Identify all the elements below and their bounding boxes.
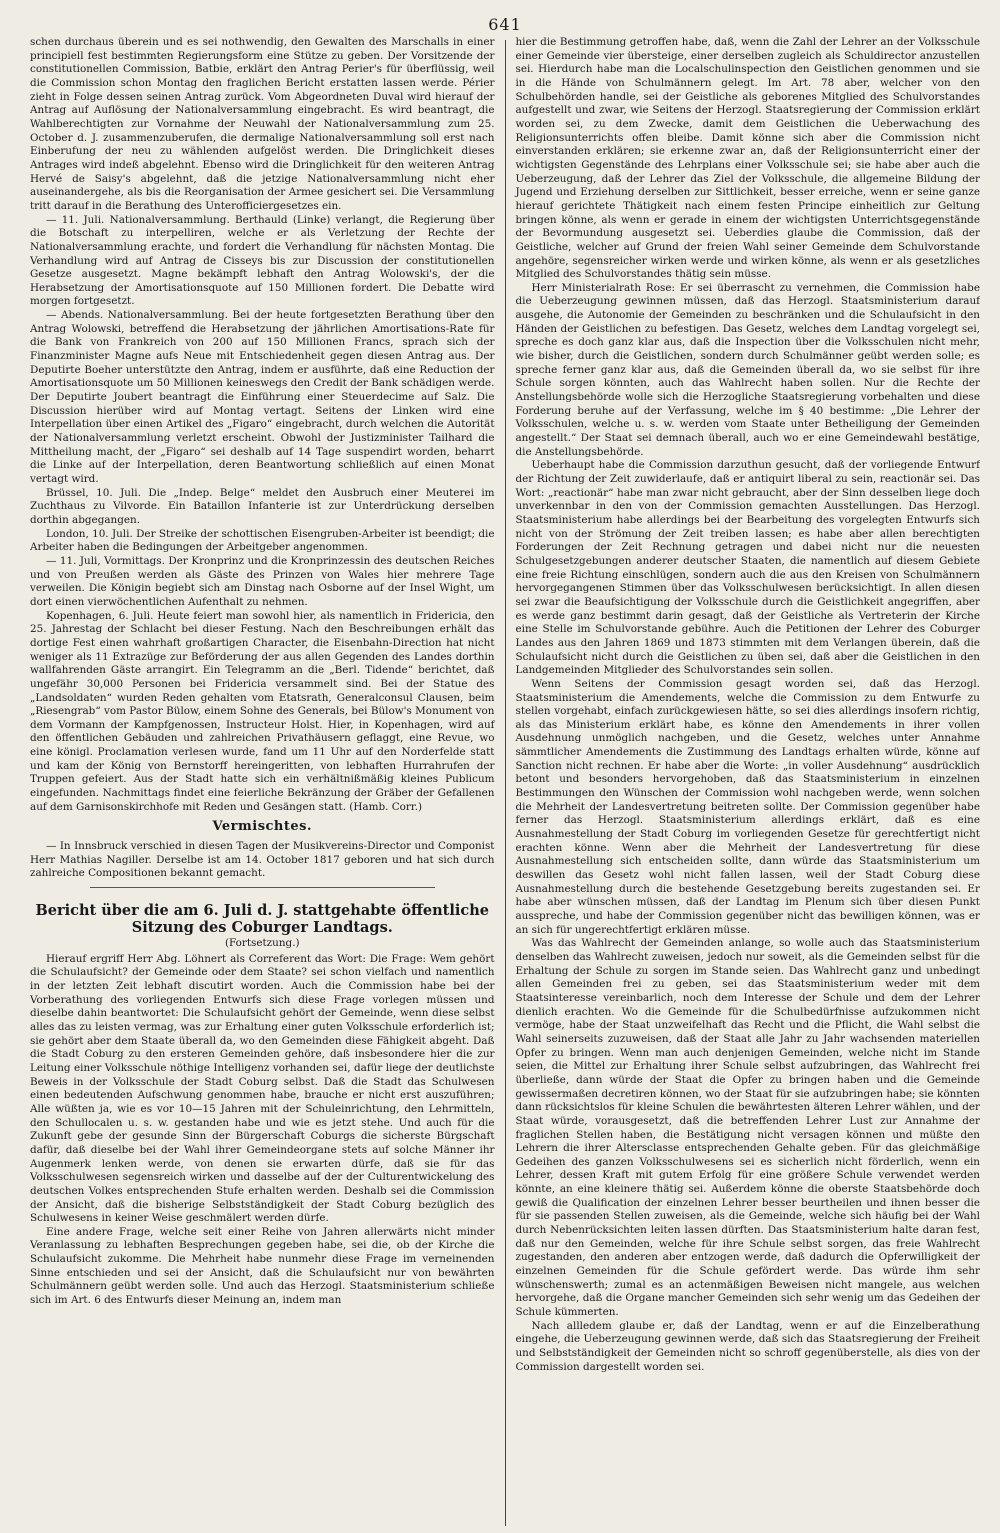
report-paragraph: Wenn Seitens der Commission gesagt worden sei, daß das Herzogl. Staatsministerium die Amendements, welche die Commission zu dem Entwurfe zu stellen vorgehabt, einfach zurückgewiesen hätte, so sei dies allerdings insofern richtig, als das Ministerium erklärt habe, es könne den Amendements in ihrer vollen Ausdehnung unmöglich nachgeben, und die Gesetz, welches unter Annahme sämmtlicher Amendements die Zustimmung des Landtags erhalten würde, könne auf Sanction nicht rechnen. Er habe aber die Worte: „in voller Ausdehnung“ ausdrücklich betont und besonders hervorgehoben, daß das Staatsministerium in einzelnen Bestimmungen den Wünschen der Commission wohl nachgeben werde, wenn solchen die Mehrheit der Landesvertretung beitreten sollte. Der Commission gegenüber habe ferner das Herzogl. Staatsministerium allerdings erklärt, daß es eine Ausnahmestellung der Stadt Coburg im vorliegenden Gesetze für gerechtfertigt nicht erachten könne. Wenn aber die Mehrheit der Landesvertretung für diese Ausnahmestellung sich entscheiden sollte, dann würde das Staatsministerium um deswillen das Gesetz wohl nicht fallen lassen, weil der Stadt Coburg diese Ausnahmestellung durch die bestehende Gesetzgebung bereits zugestanden sei. Er habe aber wünschen müssen, daß der Landtag im Plenum sich über diesen Punkt ausspreche, und habe der Commission gegenüber nicht das bewilligen können, was er an sich für ungerechtfertigt erklären müsse.	[515, 677, 980, 936]
report-paragraph: Hierauf ergriff Herr Abg. Löhnert als Correferent das Wort: Die Frage: Wem gehört die Schulaufsicht? der Gemeinde oder dem Staate? sei schon vielfach und namentlich in der letzten Zeit lebhaft discutirt worden. Auch die Commission habe bei der Vorberathung des vorliegenden Entwurfs sich diese Frage vorlegen müssen und dieselbe dahin beantwortet: Die Schulaufsicht gehört der Gemeinde, wenn diese selbst alles das zu leisten vermag, was zur Erhaltung einer guten Volksschule erforderlich ist; sie gehört aber dem Staate überall da, wo den Gemeinden diese Fähigkeit abgeht. Daß die Stadt Coburg zu den ersteren Gemeinden gehöre, daß insbesondere hier die zur Leitung einer Volksschule nöthige Intelligenz vorhanden sei, dafür liege der deutlichste Beweis in der Volksschule der Stadt Coburg selbst. Daß die Stadt das Schulwesen einen bedeutenden Aufschwung genommen habe, brauche er nicht erst auszuführen; Alle wüßten ja, wie es vor 10—15 Jahren mit der Schuleinrichtung, den Lehrmitteln, den Schullocalen u. s. w. gestanden habe und wie es jetzt stehe. Und auch für die Zukunft gebe der gesunde Sinn der Bürgerschaft Coburgs die sicherste Bürgschaft dafür, daß dieselbe bei der Wahl ihrer Gemeindeorgane stets auf solche Männer ihr Augenmerk lenken werde, von denen sie erwarten dürfe, daß sie für das Volksschulwesen segensreich wirken und dasselbe auf der der Culturentwickelung des deutschen Volkes entsprechenden Stufe erhalten werden. Deshalb sei die Commission der Ansicht, daß die bisherige Selbstständigkeit der Stadt Coburg bezüglich des Schulwesens in keiner Weise geschmälert werden dürfe.	[30, 952, 495, 1225]
article-paragraph: Kopenhagen, 6. Juli. Heute feiert man sowohl hier, als namentlich in Fridericia, den 25. Jahrestag der Schlacht bei dieser Festung. Nach den Beschreibungen erhält das dortige Fest einen wahrhaft großartigen Character, die Eisenbahn-Direction hat nicht weniger als 11 Extrazüge zur Beförderung der aus allen Gegenden des Landes dorthin wallfahrenden Gäste arrangirt. Ein Telegramm an die „Berl. Tidende“ berichtet, daß ungefähr 30,000 Personen bei Fridericia versammelt sind. Bei der Statue des „Landsoldaten“ wurden Reden gehalten vom Etatsrath, Generalconsul Clausen, beim „Riesengrab“ vom Pastor Bülow, einem Sohne des Generals, bei Bülow's Monument von dem Vormann der Kampfgenossen, Instructeur Holst. Hier, in Kopenhagen, wird auf den öffentlichen Gebäuden und zahlreichen Privathäusern geflaggt, eine Revue, wo eine königl. Proclamation verlesen wurde, fand um 11 Uhr auf den Norderfelde statt und kam der König von Bernstorff hereingeritten, von lebhaften Hurrahrufen der Truppen gefeiert. Aus der Stadt hatte sich ein verhältnißmäßig kleines Publicum eingefunden. Nachmittags findet eine feierliche Bekränzung der Gräber der Gefallenen auf dem Garnisonskirchhofe mit Reden und Gesängen statt. (Hamb. Corr.)	[30, 609, 495, 813]
left-column	[30, 36, 505, 1526]
misc-heading: Vermischtes.	[212, 819, 312, 835]
columns	[30, 36, 980, 1526]
right-column	[505, 36, 980, 1526]
article-paragraph: — Abends. Nationalversammlung. Bei der heute fortgesetzten Berathung über den Antrag Wolowski, betreffend die Herabsetzung der jährlichen Amortisations-Rate für die Bank von Frankreich von 200 auf 150 Millionen Francs, sprach sich der Finanzminister Magne aufs Neue mit Entschiedenheit gegen diesen Antrag aus. Der Deputirte Boeher unterstützte den Antrag, indem er ausführte, daß eine Reduction der Amortisationsquote um 50 Millionen keineswegs den Credit der Bank schädigen werde. Der Deputirte Joubert beantragt die Einführung einer Steuerdecime auf Salz. Die Discussion hierüber wird auf Montag vertagt. Seitens der Linken wird eine Interpellation über einen Artikel des „Figaro“ eingebracht, durch welchen die Autorität der Nationalversammlung verletzt erscheint. Obwohl der Justizminister Tailhard die Mittheilung macht, der „Figaro“ sei deshalb auf 14 Tage suspendirt worden, beharrt die Linke auf der Interpellation, deren Beantwortung schließlich auf einen Monat vertagt wird.	[30, 309, 495, 485]
report-paragraph: hier die Bestimmung getroffen habe, daß, wenn die Zahl der Lehrer an der Volksschule einer Gemeinde vier übersteige, einer derselben zugleich als Schuldirector anzustellen sei. Hierdurch habe man die Localschulinspection den Geistlichen genommen und sie in die Hände von Schulmännern gelegt. Im Art. 78 aber, welcher von den Schulbehörden handle, sei der Geistliche als geborenes Mitglied des Schulvorstandes aufgestellt und zwar, wie Seitens der Herzogl. Staatsregierung der Commission erklärt worden sei, zu dem Zwecke, damit dem Geistlichen die Ueberwachung des Religionsunterrichts offen bleibe. Damit könne sich aber die Commission nicht einverstanden erklären; sie erkenne zwar an, daß der Religionsunterricht einer der wichtigsten Gegenstände des Lehrplans einer Volksschule sei; sie habe aber auch die Ueberzeugung, daß der Lehrer das Ziel der Volksschule, die allgemeine Bildung der Jugend und Erziehung derselben zur Sittlichkeit, besser erreiche, wenn er seine ganze hierauf gerichtete Thätigkeit nach einem festen Principe einheitlich zur Geltung bringen könne, als wenn er gerade in einem der wichtigsten Unterrichtsgegenstände der Bevormundung ausgesetzt sei. Ueberdies glaube die Commission, daß der Geistliche, welcher auf Grund der freien Wahl seiner Gemeinde dem Schulvorstande angehöre, segensreicher wirken werde und wirken könne, als wenn er als gesetzliches Mitglied des Schulvorstandes thätig sein müsse.	[515, 36, 980, 281]
misc-paragraph: — In Innsbruck verschied in diesen Tagen der Musikvereins-Director und Componist Herr Mathias Nagiller. Derselbe ist am 14. October 1817 geboren und hat sich durch zahlreiche Compositionen bekannt gemacht.	[30, 840, 495, 880]
report-paragraph: Herr Ministerialrath Rose: Er sei überrascht zu vernehmen, die Commission habe die Ueberzeugung gewinnen müssen, daß das Herzogl. Staatsministerium darauf ausgehe, die Autonomie der Gemeinden zu beschränken und die Schulaufsicht in den Händen der Geistlichen zu befestigen. Das Gesetz, welches dem Landtag vorgelegt sei, spreche es doch ganz klar aus, daß die Inspection über die Volksschulen nicht mehr, wie bisher, durch die Geistlichen, sondern durch Schulmänner geübt werden solle; es spreche ferner ganz klar aus, daß die Gemeinden überall da, wo sie selbst für ihre Schule sorgen könnten, auch das Wahlrecht haben sollen. Nur die Rechte der Anstellungsbehörde wolle sich die Herzogliche Staatsregierung vorbehalten und diese Forderung beruhe auf der Verfassung, welche im § 40 bestimme: „Die Lehrer der Volksschulen, welche u. s. w. werden vom Staate unter Betheiligung der Gemeinden angestellt.“ Der Staat sei demnach überall, auch wo er eine Gemeindewahl bestätige, die Anstellungsbehörde.	[515, 281, 980, 458]
article-paragraph: schen durchaus überein und es sei nothwendig, den Gewalten des Marschalls in einer principiell fest bestimmten Regierungsform eine Stütze zu geben. Der Vorsitzende der constitutionellen Commission, Batbie, erklärt den Antrag Perier's für überflüssig, weil die Commission schon Montag den fraglichen Bericht erstatten lassen werde. Périer zieht in Folge dessen seinen Antrag zurück. Vom Abgeordneten Duval wird hierauf der Antrag auf Auflösung der Nationalversammlung eingebracht. Es wird beantragt, die Wahlberechtigten zur Vornahme der Neuwahl der Nationalversammlung zum 25. October d. J. zusammenzuberufen, die dermalige Nationalversammlung soll erst nach Einberufung der neu zu wählenden aufgelöst werden. Die Dringlichkeit dieses Antrages wird indeß abgelehnt. Ebenso wird die Dringlichkeit für den weiteren Antrag Hervé de Saisy's abgelehnt, daß die jetzige Nationalversammlung nicht eher auseinandergehe, als bis die Reorganisation der Armee gesichert sei. Die Versammlung tritt darauf in die Berathung des Unterofficiergesetzes ein.	[30, 36, 495, 212]
article-paragraph: London, 10. Juli. Der Streike der schottischen Eisengruben-Arbeiter ist beendigt; die Arbeiter haben die Bedingungen der Arbeitgeber angenommen.	[30, 527, 495, 554]
report-continuation: (Fortsetzung.)	[224, 937, 300, 950]
article-paragraph: Brüssel, 10. Juli. Die „Indep. Belge“ meldet den Ausbruch einer Meuterei im Zuchthaus zu Vilvorde. Ein Bataillon Infanterie ist zur Unterdrückung derselben dorthin abgegangen.	[30, 486, 495, 526]
report-paragraph: Was das Wahlrecht der Gemeinden anlange, so wolle auch das Staatsministerium denselben das Wahlrecht zuweisen, jedoch nur soweit, als die Gemeinden selbst für die Erhaltung der Schule zu sorgen im Stande seien. Das Wahlrecht ganz und unbedingt allen Gemeinden frei zu geben, sei das Staatsministerium weder mit dem Staatsinteresse vereinbarlich, noch dem Interesse der Schule und dem der Lehrer dienlich erachten. Wo die Gemeinde für die Schulbedürfnisse aufzukommen nicht vermöge, habe der Staat unzweifelhaft das Recht und die Pflicht, die Wahl selbst die Wahl seinerseits zuzuweisen, daß der Staat alle Jahr zu Jahr wachsenden materiellen Opfer zu bringen. Wenn man auch denjenigen Gemeinden, welche nicht im Stande seien, die Mittel zur Erhaltung ihrer Schule selbst aufzubringen, das Wahlrecht frei überließe, dann würde der Staat die Opfer zu bringen haben und die Gemeinde gewissermaßen decretiren können, wo der Staat für sie aufzubringen habe; sie könnten dann rücksichtslos für kleine Schulen die bewährtesten älteren Lehrer wählen, und der Staat würde, vorausgesetzt, daß die betreffenden Lehrer Lust zur Annahme der fraglichen Stellen haben, die Bestätigung nicht versagen können und müßte den Lehrern die ihrer Altersclasse entsprechenden Gehalte geben. Für das gleichmäßige Gedeihen des ganzen Volksschulwesens sei es sicherlich nicht förderlich, wenn ein Lehrer, dessen Kraft mit gutem Erfolg für eine größere Schule verwendet werden könnte, an eine kleinere thätig sei. Außerdem könne die oberste Staatsbehörde doch gewiß die Qualification der einzelnen Lehrer besser beurtheilen und ihnen besser die für sie passenden Stellen zuweisen, als die Gemeinde, welche sich häufig bei der Wahl durch Nebenrücksichten leiten lassen dürften. Das Staatsministerium halte daran fest, daß nur den Gemeinden, welche für ihre Schule selbst sorgen, das freie Wahlrecht zugestanden, den anderen aber entzogen werde, daß dadurch die Opferwilligkeit der einzelnen Gemeinden für die Schule gefördert werde. Das würde ihm sehr wünschenswerth; zumal es an actenmäßigen Beweisen nicht mangele, aus welchen hervorgehe, daß die Organe mancher Gemeinden sich sehr wenig um das Gedeihen der Schule kümmerten.	[515, 937, 980, 1319]
page-number: 641	[488, 15, 522, 34]
report-paragraph: Eine andere Frage, welche seit einer Reihe von Jahren allerwärts nicht minder Veranlassung zu lebhaften Besprechungen gegeben habe, sei die, ob der Kirche die Schulaufsicht zukomme. Die Mehrheit habe nunmehr diese Frage im verneinenden Sinne entschieden und sei der Ansicht, daß die Schulaufsicht nur von bewährten Schulmännern geübt werden solle. Und auch das Herzogl. Staatsministerium schließe sich im Art. 6 des Entwurfs dieser Meinung an, indem man	[30, 1225, 495, 1307]
report-paragraph: Nach allledem glaube er, daß der Landtag, wenn er auf die Einzelberathung eingehe, die Ueberzeugung gewinnen werde, daß sich das Staatsregierung der Freiheit und Selbstständigkeit der Gemeinden nicht so schroff gegenüberstelle, als dies von der Commission dargestellt worden sei.	[515, 1319, 980, 1373]
article-paragraph: — 11. Juli. Nationalversammlung. Berthauld (Linke) verlangt, die Regierung über die Botschaft zu interpelliren, welche er als Verletzung der Rechte der Nationalversammlung erachte, und fordert die Verhandlung für nächsten Montag. Die Verhandlung wird auf Antrag de Cisseys bis zur Discussion der constitutionellen Gesetze ausgesetzt. Magne bekämpft lebhaft den Antrag Wolowski's, der die Herabsetzung der Amortisationsquote auf 150 Millionen fordert. Die Debatte wird morgen fortgesetzt.	[30, 213, 495, 308]
report-title: Bericht über die am 6. Juli d. J. stattgehabte öffentliche Sitzung des Coburger Landtags.	[35, 902, 489, 937]
article-paragraph: — 11. Juli, Vormittags. Der Kronprinz und die Kronprinzessin des deutschen Reiches und von Preußen werden als Gäste des Prinzen von Wales hier mehrere Tage verweilen. Die Königin begiebt sich am Dinstag nach Osborne auf der Insel Wight, um dort einen vierwöchentlichen Aufenthalt zu nehmen.	[30, 554, 495, 608]
divider	[90, 887, 435, 888]
report-paragraph: Ueberhaupt habe die Commission darzuthun gesucht, daß der vorliegende Entwurf der Richtung der Zeit zuwiderlaufe, daß er antiquirt liberal zu sein, reactionär sei. Das Wort: „reactionär“ habe man zwar nicht gebraucht, aber der Sinn desselben liege doch unverkennbar in den von der Commission gemachten Ausstellungen. Das Herzogl. Staatsministerium habe allerdings bei der Bearbeitung des vorgelegten Entwurfs sich nicht von der Strömung der Zeit treiben lassen; es habe aber allen berechtigten Forderungen der Zeit Rechnung getragen und dabei nicht nur die neuesten Schulgesetzgebungen anderer deutscher Staaten, die namentlich auf diesem Gebiete eine freie Richtung einschlügen, sondern auch die aus den Kreisen von Schulmännern hervorgegangenen Stimmen über das Volksschulwesen berücksichtigt. In allen diesen sei zwar die Beaufsichtigung der Volksschule durch die Geistlichkeit angegriffen, aber es werde ganz bestimmt darin gesagt, daß der Geistliche als Vertreterin der Kirche eine Stelle im Schulvorstande gebühre. Auch die Petitionen der Lehrer des Coburger Landes aus den Jahren 1869 und 1873 stimmten mit dem Verlangen überein, daß die Schulaufsicht nicht durch die Geistlichen zu üben sei, daß aber die Geistlichen in den Landgemeinden Mitglieder des Schulvorstandes sein sollen.	[515, 459, 980, 677]
